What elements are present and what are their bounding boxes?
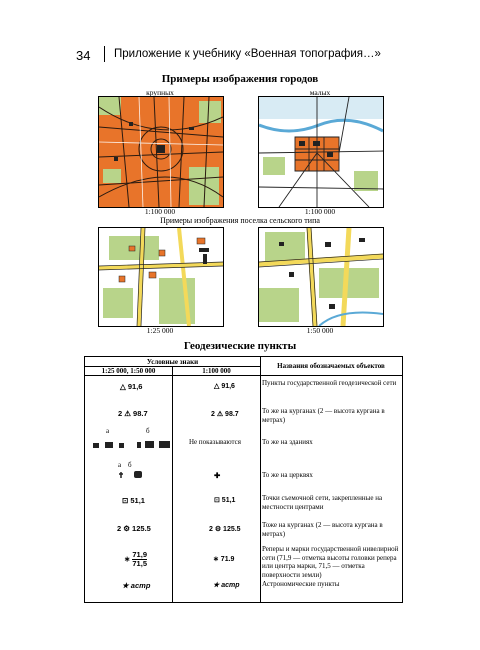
scale-large-city: 1:100 000	[144, 207, 176, 216]
header-object-names: Названия обозначаемых объектов	[277, 362, 385, 370]
desc-geodetic-point: Пункты государственной геодезической сети	[262, 379, 397, 387]
label-variant-b: б	[146, 427, 150, 435]
section-title-cities: Примеры изображения городов	[161, 73, 319, 85]
symbol-survey-point-small: ⊡ 51,1	[214, 497, 236, 504]
building-icon-a1	[93, 437, 173, 455]
map-large-city	[98, 96, 224, 208]
symbol-benchmark-small: ∗ 71.9	[213, 556, 235, 563]
village-caption: Примеры изображения поселка сельского типа	[160, 216, 320, 225]
symbol-mound-point-large: 2 ⚠ 98.7	[118, 409, 148, 418]
scale-village-25000: 1:25 000	[146, 326, 174, 335]
desc-survey-point: Точки съемочной сети, закрепленные на местности центрами	[262, 494, 383, 511]
scale-village-50000: 1:50 000	[306, 326, 334, 335]
label-church-b: б	[128, 461, 132, 469]
symbol-survey-point-large: ⊡ 51,1	[122, 496, 145, 505]
symbol-mound-point-small: 2 ⚠ 98.7	[211, 411, 239, 418]
desc-church-point: То же на церквях	[262, 471, 313, 479]
map-small-city	[258, 96, 384, 208]
symbol-astro-point-large: ★ астр	[122, 581, 151, 590]
header-symbols: Условные знаки	[146, 358, 199, 366]
desc-building-point: То же на зданиях	[262, 438, 313, 446]
col-divider-1	[172, 366, 173, 602]
desc-astro-point: Астрономические пункты	[262, 580, 340, 588]
church-icon	[114, 468, 144, 487]
symbol-geodetic-point-small: △ 91,6	[214, 383, 235, 390]
church-cross-icon: ✚	[214, 471, 221, 480]
benchmark-bottom-value: 71,5	[132, 559, 147, 568]
header-divider-2	[85, 375, 402, 376]
symbol-geodetic-point-large: △ 91,6	[120, 382, 143, 391]
desc-mound-point: То же на курганах (2 — высота кургана в метрах)	[262, 407, 385, 424]
desc-benchmark: Реперы и марки государственной нивелирной сети (71,9 — отметка высоты головки репера или центра марки, 71,5 — отметка поверхности земли)	[262, 545, 399, 579]
benchmark-star-icon: ∗	[124, 554, 131, 564]
running-title: Приложение к учебнику «Военная топография…»	[114, 48, 381, 60]
not-shown-note: Не показываются	[189, 438, 241, 446]
benchmark-top-value: 71,9	[132, 550, 147, 559]
header-divider	[104, 46, 105, 62]
symbol-astro-point-small: ★ астр	[213, 582, 240, 589]
map-village-25000	[98, 227, 224, 327]
symbol-survey-mound-large: 2 ⚙ 125.5	[117, 524, 151, 533]
header-scale-25-50: 1:25 000, 1:50 000	[101, 367, 156, 375]
page-number: 34	[76, 48, 91, 63]
desc-survey-mound: Тоже на курганах (2 — высота кургана в метрах)	[262, 521, 383, 538]
label-small-cities: малых	[309, 88, 331, 97]
label-large-cities: крупных	[146, 88, 174, 97]
section-title-geodetic: Геодезические пункты	[183, 340, 297, 352]
symbol-survey-mound-small: 2 ⚙ 125.5	[209, 526, 241, 533]
map-village-50000	[258, 227, 384, 327]
header-scale-100: 1:100 000	[202, 367, 231, 375]
symbol-benchmark-large	[124, 551, 147, 568]
col-divider-2	[260, 357, 261, 602]
label-variant-a: а	[106, 427, 110, 435]
label-church-a: а	[118, 461, 122, 469]
scale-small-city: 1:100 000	[304, 207, 336, 216]
